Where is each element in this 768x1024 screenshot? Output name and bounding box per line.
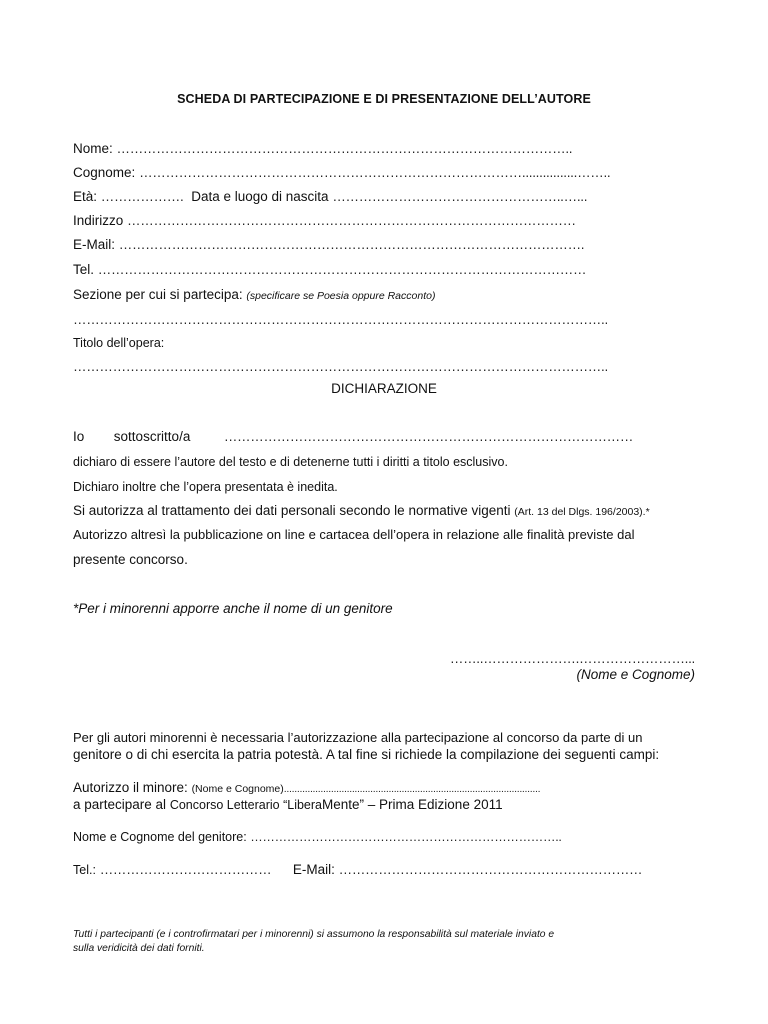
declaration-line-3 [73, 502, 650, 521]
sezione-field[interactable]: ………………………………………………………………………………………………………….. [73, 312, 608, 327]
concorso-name: Concorso Letterario “Libera [169, 798, 322, 812]
sezione-label: Sezione per cui si partecipa: [73, 287, 243, 302]
genitore-row [73, 828, 562, 846]
minors-intro-b: genitore o di chi esercita la patria potestà. A tal fine si richiede la compilazione dei seguenti campi: [73, 747, 660, 762]
minor-contact-row [73, 861, 642, 879]
titolo-row [73, 334, 164, 352]
partecipare-label: a partecipare al [73, 797, 167, 812]
declaration-line-1: dichiaro di essere l’autore del testo e di detenerne tutti i diritti a titolo esclusivo. [73, 455, 508, 469]
nascita-label: Data e luogo di nascita [191, 189, 329, 204]
eta-field[interactable]: ………………. [100, 189, 184, 204]
email-label: E-Mail: [73, 237, 116, 252]
eta-row [73, 188, 587, 206]
minors-intro-a: Per gli autori minorenni è necessaria l’autorizzazione alla partecipazione al concorso da parte di un [73, 730, 643, 745]
titolo-field[interactable]: ………………………………………………………………………………………………………….. [73, 359, 608, 374]
concorso-edition: ” – Prima Edizione 2011 [359, 797, 503, 812]
genitore-label: Nome e Cognome del genitore: [73, 830, 247, 844]
declaration-line-4b: presente concorso. [73, 552, 188, 567]
form-title: SCHEDA DI PARTECIPAZIONE E DI PRESENTAZIONE DELL’AUTORE [177, 92, 591, 106]
signature-field[interactable]: ……..………………….……………………... [449, 651, 695, 666]
autorizzo-field[interactable]: .................................................................................................. [283, 783, 541, 795]
concorso-name-mente: Mente [322, 797, 360, 812]
titolo-label: Titolo dell’opera: [73, 336, 165, 350]
sottoscritto-field[interactable]: ………………………………………………………………………………… [223, 429, 634, 444]
footer-line-b: sulla veridicità dei dati forniti. [73, 943, 205, 954]
email-row [73, 236, 584, 254]
minors-note: *Per i minorenni apporre anche il nome di un genitore [73, 601, 393, 616]
autorizzo-label: Autorizzo il minore: [73, 780, 188, 795]
declaration-line-2: Dichiaro inoltre che l’opera presentata è inedita. [73, 480, 338, 494]
indirizzo-field[interactable]: ………………………………………………………………………………………… [127, 213, 576, 228]
tel-field[interactable]: ………………………………………………………………………………………………… [97, 262, 587, 277]
dichiarazione-heading: DICHIARAZIONE [331, 381, 437, 396]
privacy-text: Si autorizza al trattamento dei dati personali secondo le normative vigenti [73, 503, 511, 518]
autorizzo-note: (Nome e Cognome) [191, 783, 284, 795]
privacy-note: (Art. 13 del Dlgs. 196/2003).* [514, 506, 650, 518]
tel-label: Tel. [73, 262, 95, 277]
eta-label: Età: [73, 189, 98, 204]
sezione-note: (specificare se Poesia oppure Racconto) [246, 290, 436, 302]
footer-line-a: Tutti i partecipanti (e i controfirmatari per i minorenni) si assumono la responsabilità sul materiale inviato e [73, 929, 555, 940]
email-field[interactable]: ……………………………………………………………………………………………. [118, 237, 585, 252]
declaration-line-4a: Autorizzo altresì la pubblicazione on line e cartacea dell’opera in relazione alle finalità previste dal [73, 527, 635, 542]
nome-field[interactable]: ………………………………………………………………………………………….. [116, 141, 573, 156]
minor-tel-label: Tel.: [73, 863, 96, 877]
indirizzo-row [73, 212, 576, 230]
cognome-field[interactable]: ……………………………………………………………………………................…….. [139, 165, 611, 180]
sezione-row [73, 286, 435, 305]
cognome-label: Cognome: [73, 165, 136, 180]
signature-label: (Nome e Cognome) [576, 667, 695, 682]
io-label: Io [73, 429, 85, 444]
partecipare-row [73, 796, 503, 814]
sottoscritto-label: sottoscritto/a [113, 429, 191, 444]
minor-tel-field[interactable]: ………………………………… [99, 862, 272, 877]
sezione-dots-row [73, 311, 608, 329]
sottoscritto-row [73, 428, 633, 446]
indirizzo-label: Indirizzo [73, 213, 124, 228]
minor-email-label: E-Mail: [292, 862, 335, 877]
nome-row [73, 140, 572, 158]
nome-label: Nome: [73, 141, 113, 156]
genitore-field[interactable]: ………………………………………………………………….. [250, 830, 562, 844]
minor-email-field[interactable]: …………………………………………………………… [338, 862, 643, 877]
tel-row [73, 261, 586, 279]
cognome-row [73, 164, 610, 182]
titolo-dots-row [73, 358, 608, 376]
nascita-field[interactable]: ……………………………………………..…... [332, 189, 588, 204]
